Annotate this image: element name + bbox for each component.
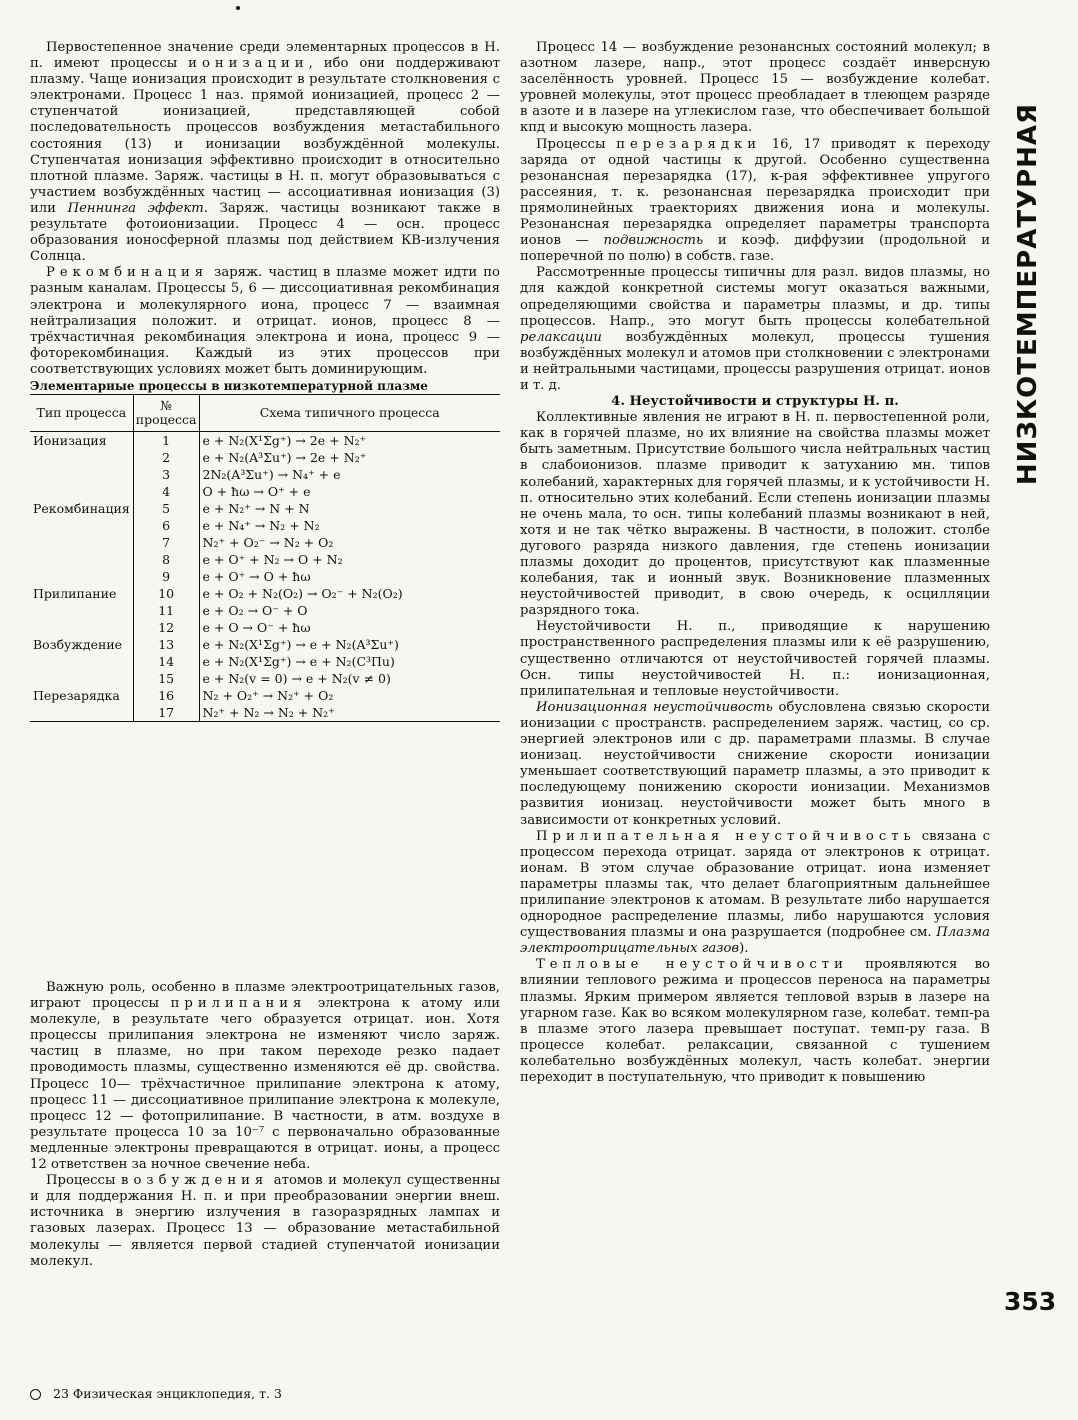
paragraph [30,1173,500,1270]
process-scheme: e + N₂(A³Σu⁺) → 2e + N₂⁺ [202,449,367,465]
process-number: 8 [133,551,199,568]
process-number: 15 [133,670,199,687]
process-number: 3 [133,466,199,483]
table-row [30,619,500,636]
spaced-term: ионизации [188,56,309,72]
process-scheme: e + N₂(v = 0) → e + N₂(v ≠ 0) [202,670,391,686]
paragraph [520,957,990,1086]
processes-table [30,394,500,722]
section-title: 4. Неустойчивости и структуры Н. п. [611,394,899,410]
text-run: Первостепенное значение среди элементарных процессов в Н. п. имеют процессы [30,40,500,72]
paragraph [30,40,500,265]
text-run: Процессы [46,1173,122,1189]
process-scheme: e + O₂ + N₂(O₂) → O₂⁻ + N₂(O₂) [202,585,403,601]
process-number: 1 [133,432,199,450]
circle-mark-icon [30,1389,41,1400]
text-run: Процесс 14 — возбуждение резонансных состояний молекул; в азотном лазере, напр., этот процесс создаёт инверсную заселённость уровней. Процесс 15 — возбуждение колебат. уровней молекулы, этот процесс преобладает в тлеющем разряде в азоте и в лазере на углекислом газе, что обеспечивает большой кпд и высокую мощность лазера. [520,40,990,136]
table-row [30,602,500,619]
text-run: связана с процессом перехода отрицат. заряда от электронов к отрицат. ионам. В этом случае образование отрицат. иона изменяет параметры плазмы так, что делает благоприятным дальнейшее прилипание электронов к атомам. В результате либо нарушается однородное распределение плазмы, либо нарушаются условия существования плазмы и она разрушается (подробнее см. [520,828,991,941]
process-number: 14 [133,653,199,670]
process-scheme: e + N₂⁺ → N + N [202,500,310,516]
spaced-term: перезарядки [616,136,762,152]
process-number: 16 [133,687,199,704]
text-run: электрона к атому или молекуле, в результате чего образуется отрицат. ион. Хотя процессы прилипания электрона не изменяют число заряж. частиц в плазме, но при таком переходе резко падает проводимость плазмы, существенно изменяются её др. свойства. Процесс 10— трёхчастичное прилипание электрона к атому, процесс 11 — диссоциативное прилипание электрона к молекуле, процесс 12 — фотоприлипание. В частности, в атм. воздухе в результате процесса 10 за 10⁻⁷ с первоначально образованные медленные электроны превращаются в отрицат. ионы, а процесс 12 ответствен за ночное свечение неба. [30,996,500,1173]
table-row [30,500,500,517]
process-type [30,670,133,687]
table-header-scheme: Схема типичного процесса [199,395,500,432]
text-run: Рассмотренные процессы типичны для разл. видов плазмы, но для каждой конкретной системы могут оказаться важными, определяющими свойства и параметры плазмы, и др. типы процессов. Напр., это могут быть процессы колебательной [520,265,990,329]
process-number: 17 [133,704,199,722]
process-scheme: O + ħω → O⁺ + e [202,483,311,499]
spaced-term: Прилипательная неустойчивость [536,828,916,844]
print-dot [236,6,240,10]
italic-term: Пеннинга эффект [67,200,204,216]
process-number: 13 [133,636,199,653]
side-running-title [1004,34,1052,554]
process-scheme: e + O⁺ + N₂ → O + N₂ [202,551,343,567]
process-number: 12 [133,619,199,636]
process-scheme: e + N₄⁺ → N₂ + N₂ [202,517,320,533]
right-column [520,40,990,1086]
left-bottom-text [30,980,500,1270]
table-row [30,534,500,551]
table-row [30,585,500,602]
process-type: Прилипание [33,585,117,601]
text-run: и коэф. диффузии (продольной и поперечной по полю) в собств. газе. [520,233,990,265]
paragraph [520,700,990,829]
process-scheme: N₂⁺ + N₂ → N₂ + N₂⁺ [199,704,500,722]
spaced-term: Рекомбинация [46,265,209,281]
paragraph [30,980,500,1173]
spaced-term: прилипания [170,996,307,1012]
text-run: Процессы [536,136,617,152]
left-bottom-column [30,980,500,1270]
process-scheme: e + N₂(X¹Σg⁺) → 2e + N₂⁺ [202,432,367,448]
right-text-2 [520,410,990,1086]
process-type [30,568,133,585]
spaced-term: возбуждения [121,1173,269,1189]
process-scheme: N₂⁺ + O₂⁻ → N₂ + O₂ [202,534,334,550]
process-type [30,619,133,636]
process-type [30,483,133,500]
process-type [30,517,133,534]
text-run: . Заряж. частицы возникают также в результате фотоионизации. Процесс 4 — осн. процесс образования ионосферной плазмы под действием КВ-излучения Солнца. [30,200,501,265]
table-row [30,687,500,704]
table-header-type: Тип процесса [30,395,133,432]
italic-term: Ионизационная неустойчивость [536,699,773,715]
table-row [30,432,500,450]
italic-term: релаксации [520,329,602,345]
text-run: обусловлена связью скорости ионизации с пространств. распределением заряж. частиц, со ср. энергией электронов или с др. параметрами плазмы. В случае ионизац. неустойчивости снижение скорости ионизации уменьшает соответствующий параметр плазмы, а это приводит к последующему понижению скорости ионизации. Механизмов развития ионизац. неустойчивости может быть много в зависимости от конкретных условий. [520,699,990,828]
paragraph [520,40,990,137]
table-row [30,704,500,722]
text-run: , ибо они поддерживают плазму. Чаще ионизация происходит в результате столкновения с электронами. Процесс 1 наз. прямой ионизацией, процесс 2 — ступенчатой ионизацией, представляющей собой последовательность процессов возбуждения метастабильного состояния (13) и ионизации возбуждённой молекулы. Ступенчатая ионизация эффективно происходит в относительно плотной плазме. Заряж. частицы в Н. п. могут образовываться с участием возбуждённых частиц — ассоциативная ионизация (3) или [30,56,500,216]
process-scheme: e + N₂(X¹Σg⁺) → e + N₂(A³Σu⁺) [202,636,399,652]
process-number: 7 [133,534,199,551]
left-column [30,40,500,722]
table-row [30,517,500,534]
table-row [30,483,500,500]
text-run: 16, 17 приводят к переходу заряда от одной частицы к другой. Особенно существенна резонансная перезарядка (17), к-рая эффективнее упругого рассеяния, т. к. резонансная перезарядка происходит при прямолинейных траекториях движения иона и молекулы. Резонансная перезарядка определяет параметры транспорта ионов — [520,136,990,249]
left-text [30,40,500,378]
process-type [30,653,133,670]
process-type: Ионизация [33,432,107,448]
paragraph [30,265,500,378]
table-row [30,568,500,585]
process-type: Возбуждение [33,636,123,652]
process-type [30,466,133,483]
side-title-text: НИЗКОТЕМПЕРАТУРНАЯ [1013,102,1043,486]
table-title: Элементарные процессы в низкотемпературной плазме [30,378,428,393]
text-run: Коллективные явления не играют в Н. п. первостепенной роли, как в горячей плазме, но их влияние на свойства плазмы может быть заметным. Присутствие большого числа нейтральных частиц в слабоионизов. плазме приводит к затуханию мн. типов колебаний, характерных для горячей плазмы, и к устойчивости Н. п. относительно этих колебаний. Если степень ионизации плазмы не очень мала, то осн. типы колебаний плазмы возникают в ней, хотя и не так чётко выражены. В частности, в положит. столбе дугового разряда низкого давления, где степень ионизации плазмы доходит до процентов, присутствуют как плазменные колебания, так и ионный звук. Возникновение плазменных неустойчивостей приводит, в свою очередь, к осцилляции разрядного тока. [520,410,990,619]
process-type [30,449,133,466]
process-type [30,551,133,568]
process-scheme: e + O⁺ → O + ħω [202,568,311,584]
paragraph [520,137,990,266]
page-number: 353 [1004,1287,1057,1316]
right-text [520,40,990,394]
table-row [30,636,500,653]
text-run: Неустойчивости Н. п., приводящие к нарушению пространственного распределения плазмы или к её разрушению, существенно отличаются от неустойчивостей горячей плазмы. Осн. типы неустойчивостей Н. п.: ионизационная, прилипательная и тепловые неустойчивости. [520,619,990,699]
footer-text: 23 Физическая энциклопедия, т. 3 [53,1386,282,1401]
process-number: 2 [133,449,199,466]
process-type [30,704,133,722]
paragraph [520,619,990,699]
text-run: атомов и молекул существенны и для поддержания Н. п. и при преобразовании энергии внеш. источника в энергию излучения в газоразрядных лампах и газовых лазерах. Процесс 13 — образование метастабильной молекулы — является первой стадией ступенчатой ионизации молекул. [30,1173,500,1269]
paragraph [520,829,990,958]
table-row [30,466,500,483]
process-scheme: 2N₂(A³Σu⁺) → N₄⁺ + e [202,466,341,482]
table-header-number: № процесса [133,395,199,432]
process-type: Рекомбинация [33,500,130,516]
italic-term: подвижность [603,233,704,249]
process-number: 5 [133,500,199,517]
text-run: проявляются во влиянии теплового режима и процессов переноса на параметры плазмы. Ярким примером является тепловой взрыв в лазере на угарном газе. Как во всяком молекулярном газе, колебат. темп-ра в плазме этого лазера превышает поступат. темп-ру газа. В процессе колебат. релаксации, связанной с тушением колебательно возбуждённых молекул, часть колебат. энергии переходит в поступательную, что приводит к повышению [520,957,990,1085]
table-row [30,449,500,466]
process-number: 11 [133,602,199,619]
process-type [30,534,133,551]
process-number: 9 [133,568,199,585]
text-run: заряж. частиц в плазме может идти по разным каналам. Процессы 5, 6 — диссоциативная рекомбинация электрона и молекулярного иона, процесс 7 — взаимная нейтрализация положит. и отрицат. ионов, процесс 8 — трёхчастичная рекомбинация электрона и иона, процесс 9 — фоторекомбинация. Каждый из этих процессов при соответствующих условиях может быть доминирующим. [30,265,500,377]
spaced-term: Тепловые неустойчивости [536,957,848,973]
paragraph [520,410,990,619]
table-row [30,670,500,687]
table-row [30,551,500,568]
table-row [30,653,500,670]
text-run: возбуждённых молекул, процессы тушения возбуждённых молекул и атомов при столкновении с электронами и нейтральными частицами, процессы разрушения отрицат. ионов и т. д. [520,329,991,393]
process-type: Перезарядка [33,687,120,703]
process-scheme: e + O → O⁻ + ħω [202,619,311,635]
process-scheme: e + O₂ → O⁻ + O [202,602,308,618]
process-scheme: e + N₂(X¹Σg⁺) → e + N₂(C³Πu) [202,653,395,669]
paragraph [520,265,990,394]
text-run: ). [739,941,749,957]
process-scheme: N₂ + O₂⁺ → N₂⁺ + O₂ [202,687,334,703]
process-number: 4 [133,483,199,500]
italic-term: Плазма электроотрицательных газов [520,925,990,957]
process-type [30,602,133,619]
footer [30,1386,282,1401]
text-run: Важную роль, особенно в плазме электроотрицательных газов, играют процессы [30,980,500,1012]
process-number: 6 [133,517,199,534]
process-number: 10 [133,585,199,602]
